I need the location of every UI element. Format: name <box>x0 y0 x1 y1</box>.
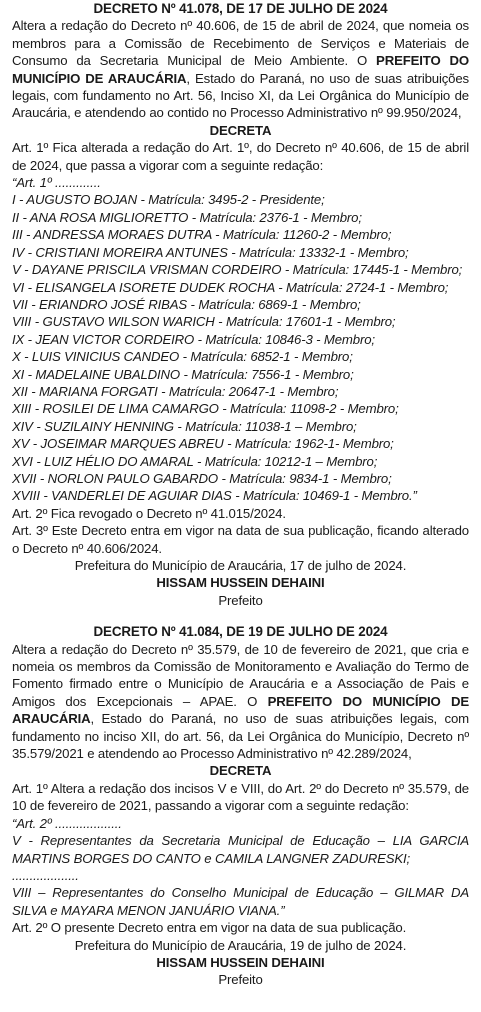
member-item: X - LUIS VINICIUS CANDEO - Matrícula: 6852-1 - Membro; <box>12 349 353 365</box>
place-date: Prefeitura do Município de Araucária, 19 de julho de 2024. <box>74 937 407 953</box>
member-item: XVIII - VANDERLEI DE AGUIAR DIAS - Matrícula: 10469-1 - Membro.” <box>12 488 417 504</box>
article-quote: “Art. 2º ................... <box>12 815 122 831</box>
intro-text: Altera a redação do Decreto nº 35.579, de 10 de fevereiro de 2021, que cria e nomeia os membros da Comissão de Monitoramento e Avaliação do Termo de Fomento firmado entre o Município de Araucária e a Associação de Pais e Amigos dos Excepcionais – APAE. O <box>12 641 469 709</box>
decree-title: DECRETO Nº 41.084, DE 19 DE JULHO DE 2024 <box>93 624 388 640</box>
decreta-heading: DECRETA <box>209 763 272 779</box>
intro-text: Altera a redação do Decreto nº 40.606, de 15 de abril de 2024, que nomeia os membros para a Comissão de Recebimento de Serviços e Materiais de Consumo da Secretaria Municipal de Meio Ambiente. O <box>12 18 469 69</box>
article-3: Art. 3º Este Decreto entra em vigor na data de sua publicação, ficando alterado o Decreto nº 40.606/2024. <box>12 523 469 556</box>
member-item: VIII - GUSTAVO WILSON WARICH - Matrícula: 17601-1 - Membro; <box>12 314 396 330</box>
intro-text-cont: , Estado do Paraná, no uso de suas atribuições legais, com fundamento no inciso XII, do art. 56, da Lei Orgânica do Município, Decreto nº 35.579/2021 e atendendo ao Processo Administrativo nº 42.289/2024, <box>12 711 469 762</box>
item-v: V - Representantes da Secretaria Municipal de Educação – LIA GARCIA MARTINS BORGES DO CANTO e CAMILA LANGNER ZADURESKI; <box>12 833 469 866</box>
mayor-title: PREFEITO DO MUNICÍPIO DE ARAUCÁRIA <box>12 693 469 727</box>
article-2: Art. 2º Fica revogado o Decreto nº 41.015/2024. <box>12 505 286 521</box>
member-list <box>12 191 469 504</box>
article-1: Art. 1º Altera a redação dos incisos V e VIII, do Art. 2º do Decreto nº 35.579, de 10 de fevereiro de 2021, passando a vigorar com a seguinte redação: <box>12 780 469 814</box>
decree-title: DECRETO Nº 41.078, DE 17 DE JULHO DE 2024 <box>93 1 388 16</box>
member-item: XII - MARIANA FORGATI - Matrícula: 20647-1 - Membro; <box>12 383 339 399</box>
member-item: XVI - LUIZ HÉLIO DO AMARAL - Matrícula: 10212-1 – Membro; <box>12 453 378 469</box>
article-1: Art. 1º Fica alterada a redação do Art. 1º, do Decreto nº 40.606, de 15 de abril de 2024, que passa a vigorar com a seguinte redação: <box>12 140 469 173</box>
signer-name: HISSAM HUSSEIN DEHAINI <box>156 954 325 970</box>
member-item: VII - ERIANDRO JOSÉ RIBAS - Matrícula: 6869-1 - Membro; <box>12 296 361 312</box>
signer-role: Prefeito <box>218 972 263 988</box>
member-item: XIV - SUZILAINY HENNING - Matrícula: 11038-1 – Membro; <box>12 418 357 434</box>
member-item: III - ANDRESSA MORAES DUTRA - Matrícula: 11260-2 - Membro; <box>12 227 392 243</box>
signer-role: Prefeito <box>218 592 263 608</box>
member-item: XVII - NORLON PAULO GABARDO - Matrícula: 9834-1 - Membro; <box>12 470 392 486</box>
decreta-heading: DECRETA <box>209 122 272 138</box>
member-item: XV - JOSEIMAR MARQUES ABREU - Matrícula: 1962-1- Membro; <box>12 436 394 452</box>
intro-text-cont: , Estado do Paraná, no uso de suas atribuições legais, com fundamento no Art. 56, Inciso XI, da Lei Orgânica do Município de Araucária, e atendendo ao contido no Processo Administrativo nº 99.950/2024, <box>12 70 469 121</box>
item-viii: VIII – Representantes do Conselho Municipal de Educação – GILMAR DA SILVA e MAYARA MENON JANUÁRIO VIANA.” <box>12 885 469 918</box>
decree-41084 <box>0 623 481 989</box>
ellipsis-line: ................... <box>12 867 79 883</box>
member-item: II - ANA ROSA MIGLIORETTO - Matrícula: 2376-1 - Membro; <box>12 209 362 225</box>
member-item: IX - JEAN VICTOR CORDEIRO - Matrícula: 10846-3 - Membro; <box>12 331 375 347</box>
article-2: Art. 2º O presente Decreto entra em vigor na data de sua publicação. <box>12 920 407 936</box>
member-item: VI - ELISANGELA ISORETE DUDEK ROCHA - Matrícula: 2724-1 - Membro; <box>12 279 449 295</box>
article-quote: “Art. 1º ............. <box>12 175 101 191</box>
member-item: I - AUGUSTO BOJAN - Matrícula: 3495-2 - Presidente; <box>12 192 325 208</box>
decree-intro <box>12 641 469 763</box>
signer-name: HISSAM HUSSEIN DEHAINI <box>156 575 325 591</box>
member-item: XIII - ROSILEI DE LIMA CAMARGO - Matrícula: 11098-2 - Membro; <box>12 401 399 417</box>
mayor-title: PREFEITO DO MUNICÍPIO DE ARAUCÁRIA <box>12 53 469 86</box>
decree-intro <box>12 17 469 121</box>
member-item: V - DAYANE PRISCILA VRISMAN CORDEIRO - Matrícula: 17445-1 - Membro; <box>12 262 463 278</box>
member-item: IV - CRISTIANI MOREIRA ANTUNES - Matrícula: 13332-1 - Membro; <box>12 244 409 260</box>
member-item: XI - MADELAINE UBALDINO - Matrícula: 7556-1 - Membro; <box>12 366 354 382</box>
place-date: Prefeitura do Município de Araucária, 17 de julho de 2024. <box>74 558 407 573</box>
